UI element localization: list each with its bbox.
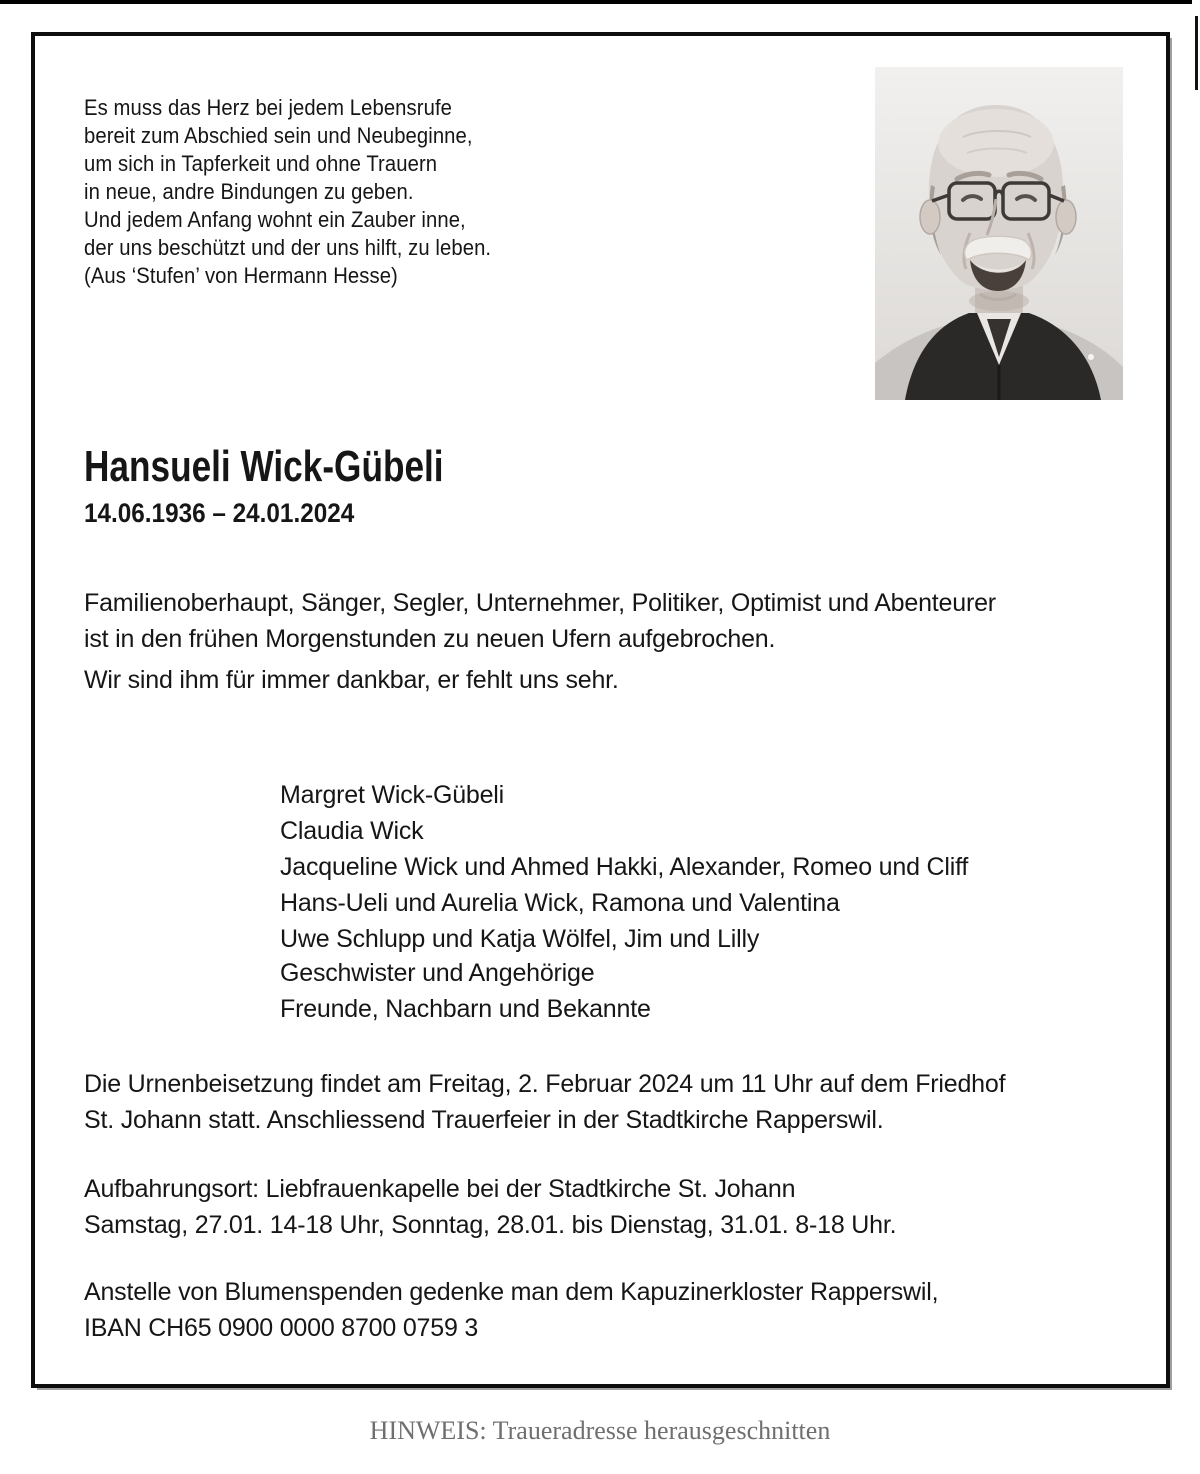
donation-info-line: Anstelle von Blumenspenden gedenke man dem Kapuzinerkloster Rapperswil, bbox=[84, 1278, 939, 1306]
mourner-group: Geschwister und Angehörige bbox=[280, 959, 595, 987]
donation-info bbox=[84, 1274, 938, 1346]
mourner-name: Margret Wick-Gübeli bbox=[280, 781, 505, 809]
gratitude-text: Wir sind ihm für immer dankbar, er fehlt uns sehr. bbox=[84, 666, 619, 694]
mourners-family-list bbox=[280, 777, 968, 957]
poem-line: Und jedem Anfang wohnt ein Zauber inne, bbox=[84, 207, 466, 232]
poem-line: in neue, andre Bindungen zu geben. bbox=[84, 179, 414, 204]
gratitude-line bbox=[84, 662, 619, 698]
viewing-info-line: Samstag, 27.01. 14-18 Uhr, Sonntag, 28.01. bis Dienstag, 31.01. 8-18 Uhr. bbox=[84, 1211, 897, 1239]
viewing-info bbox=[84, 1171, 896, 1243]
viewing-info-line: Aufbahrungsort: Liebfrauenkapelle bei der Stadtkirche St. Johann bbox=[84, 1175, 796, 1203]
funeral-info-line: St. Johann statt. Anschliessend Trauerfeier in der Stadtkirche Rapperswil. bbox=[84, 1106, 884, 1134]
mourner-name: Uwe Schlupp und Katja Wölfel, Jim und Lilly bbox=[280, 925, 760, 953]
obituary-intro-line: ist in den frühen Morgenstunden zu neuen Ufern aufgebrochen. bbox=[84, 625, 776, 653]
memorial-card bbox=[31, 32, 1170, 1388]
mourners-relatives-list bbox=[280, 955, 651, 1027]
mourner-group: Freunde, Nachbarn und Bekannte bbox=[280, 995, 651, 1023]
obituary-intro bbox=[84, 585, 996, 657]
scan-artifact-top-line bbox=[0, 0, 1192, 4]
funeral-info bbox=[84, 1066, 1005, 1138]
poem-line: um sich in Tapferkeit und ohne Trauern bbox=[84, 151, 438, 176]
portrait-illustration bbox=[875, 67, 1123, 400]
poem-attribution: (Aus ‘Stufen’ von Hermann Hesse) bbox=[84, 263, 398, 288]
deceased-portrait-photo bbox=[875, 67, 1123, 400]
mourner-name: Claudia Wick bbox=[280, 817, 424, 845]
life-dates: 14.06.1936 – 24.01.2024 bbox=[84, 498, 355, 528]
scan-artifact-right-mark bbox=[1195, 16, 1198, 90]
iban-line: IBAN CH65 0900 0000 8700 0759 3 bbox=[84, 1314, 479, 1342]
mourner-name: Hans-Ueli und Aurelia Wick, Ramona und Valentina bbox=[280, 889, 840, 917]
poem bbox=[84, 94, 491, 290]
poem-line: bereit zum Abschied sein und Neubeginne, bbox=[84, 123, 473, 148]
footer-scan-note: HINWEIS: Traueradresse herausgeschnitten bbox=[369, 1416, 831, 1445]
obituary-intro-line: Familienoberhaupt, Sänger, Segler, Unternehmer, Politiker, Optimist und Abenteurer bbox=[84, 589, 996, 617]
mourner-name: Jacqueline Wick und Ahmed Hakki, Alexander, Romeo und Cliff bbox=[280, 853, 969, 881]
poem-line: Es muss das Herz bei jedem Lebensrufe bbox=[84, 95, 453, 120]
deceased-name: Hansueli Wick-Gübeli bbox=[84, 442, 444, 491]
funeral-info-line: Die Urnenbeisetzung findet am Freitag, 2. Februar 2024 um 11 Uhr auf dem Friedhof bbox=[84, 1070, 1006, 1098]
poem-line: der uns beschützt und der uns hilft, zu leben. bbox=[84, 235, 492, 260]
